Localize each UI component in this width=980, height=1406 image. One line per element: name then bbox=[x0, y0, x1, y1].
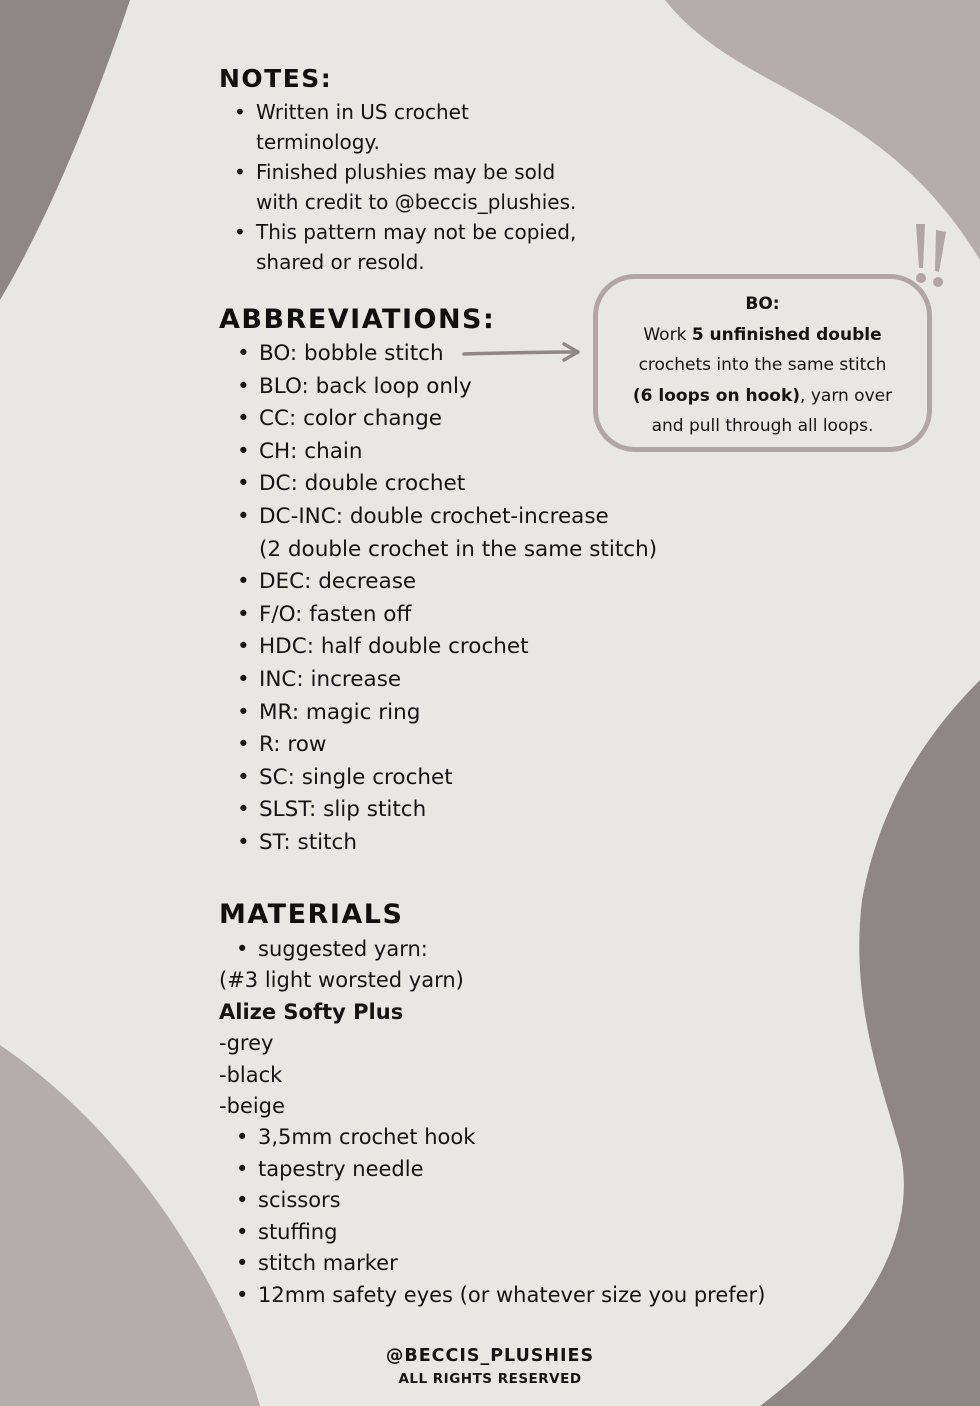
list-item: • CH: chain bbox=[233, 436, 713, 469]
list-item: • BLO: back loop only bbox=[233, 371, 713, 404]
yarn-color: -beige bbox=[219, 1094, 285, 1118]
yarn-color: -black bbox=[219, 1063, 283, 1087]
list-item: • stitch marker bbox=[232, 1248, 832, 1280]
list-item: • R: row bbox=[233, 729, 713, 762]
list-item: • 3,5mm crochet hook bbox=[232, 1122, 832, 1154]
yarn-color: -grey bbox=[219, 1031, 274, 1055]
bo-box-title: BO: bbox=[745, 294, 780, 314]
list-item: • Written in US crochet terminology. bbox=[230, 97, 630, 157]
footer-handle: @BECCIS_PLUSHIES bbox=[385, 1346, 595, 1366]
abbreviations-heading: ABBREVIATIONS: bbox=[219, 304, 496, 335]
list-item: • tapestry needle bbox=[232, 1154, 832, 1186]
list-item: • ST: stitch bbox=[233, 827, 713, 860]
list-item: • This pattern may not be copied, shared or resold. bbox=[230, 217, 630, 277]
arrow-right-icon bbox=[462, 340, 584, 366]
yarn-weight: (#3 light worsted yarn) bbox=[219, 968, 464, 992]
bobble-definition-box: BO: Work 5 unfinished double crochets into the same stitch (6 loops on hook), yarn over and pull through all loops. bbox=[593, 274, 932, 452]
list-item: • CC: color change bbox=[233, 403, 713, 436]
list-item: • F/O: fasten off bbox=[233, 599, 713, 632]
dcinc-note: (2 double crochet in the same stitch) bbox=[259, 536, 658, 562]
list-item: • 12mm safety eyes (or whatever size you prefer) bbox=[232, 1280, 832, 1312]
list-item: • HDC: half double crochet bbox=[233, 631, 713, 664]
list-item: • SLST: slip stitch bbox=[233, 794, 713, 827]
list-item: • Finished plushies may be sold with credit to @beccis_plushies. bbox=[230, 157, 630, 217]
footer-rights: ALL RIGHTS RESERVED bbox=[398, 1371, 582, 1387]
list-item: • scissors bbox=[232, 1185, 832, 1217]
double-exclamation-icon bbox=[912, 220, 960, 290]
list-item: • suggested yarn: bbox=[232, 934, 428, 965]
list-item: • INC: increase bbox=[233, 664, 713, 697]
list-item: • BO: bobble stitch bbox=[233, 338, 713, 371]
list-item: • MR: magic ring bbox=[233, 697, 713, 730]
list-item: • DC-INC: double crochet-increase (2 double crochet in the same stitch) bbox=[233, 501, 713, 566]
materials-yarn-list bbox=[232, 934, 428, 965]
list-item: • stuffing bbox=[232, 1217, 832, 1249]
materials-heading: MATERIALS bbox=[219, 899, 404, 930]
notes-list bbox=[230, 97, 630, 277]
materials-tools-list bbox=[232, 1122, 832, 1312]
notes-heading: NOTES: bbox=[219, 64, 333, 93]
yarn-brand: Alize Softy Plus bbox=[219, 1000, 404, 1024]
list-item: • SC: single crochet bbox=[233, 762, 713, 795]
list-item: • DC: double crochet bbox=[233, 468, 713, 501]
list-item: • DEC: decrease bbox=[233, 566, 713, 599]
